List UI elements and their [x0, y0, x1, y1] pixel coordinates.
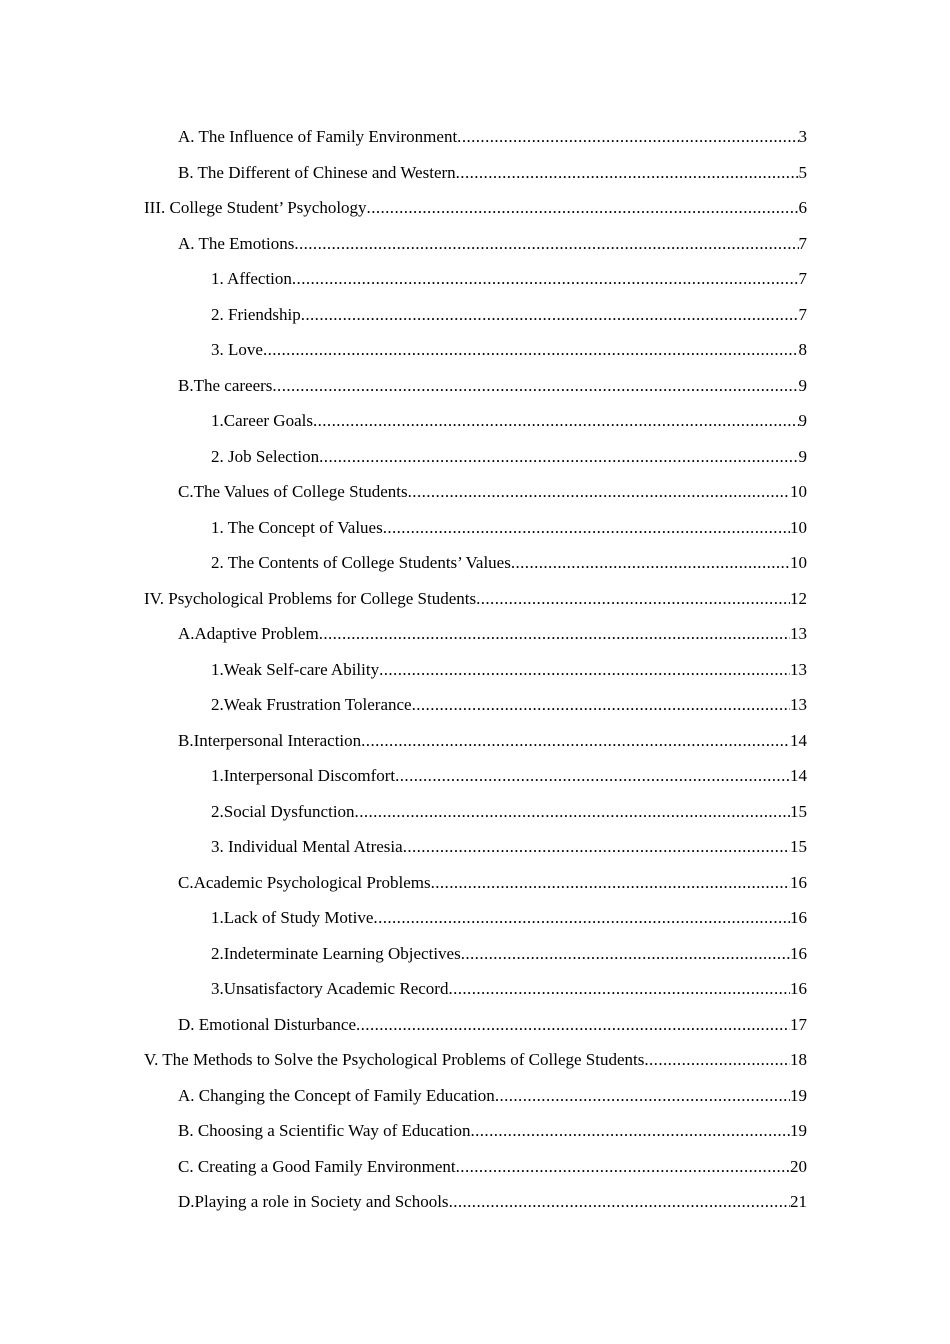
toc-dot-leader — [408, 474, 790, 510]
toc-page-number: 13 — [790, 652, 807, 688]
toc-dot-leader — [356, 1007, 790, 1043]
toc-dot-leader — [379, 652, 790, 688]
toc-entry[interactable] — [211, 900, 807, 936]
toc-page-number: 9 — [799, 439, 808, 475]
toc-entry-title: 1. The Concept of Values — [211, 510, 383, 546]
toc-page-number: 10 — [790, 474, 807, 510]
toc-entry-title: C.The Values of College Students — [178, 474, 408, 510]
toc-page-number: 3 — [799, 119, 808, 155]
toc-dot-leader — [292, 261, 799, 297]
toc-page-number: 16 — [790, 900, 807, 936]
toc-dot-leader — [383, 510, 790, 546]
toc-entry[interactable] — [211, 652, 807, 688]
toc-entry[interactable] — [211, 297, 807, 333]
toc-entry-title: B. The Different of Chinese and Western — [178, 155, 456, 191]
toc-page-number: 7 — [799, 261, 808, 297]
toc-entry[interactable] — [178, 226, 807, 262]
toc-page-number: 18 — [790, 1042, 807, 1078]
toc-page-number: 9 — [799, 403, 808, 439]
table-of-contents — [0, 119, 950, 1220]
toc-entry[interactable] — [211, 936, 807, 972]
toc-entry-title: D.Playing a role in Society and Schools — [178, 1184, 449, 1220]
toc-dot-leader — [272, 368, 798, 404]
toc-entry-title: V. The Methods to Solve the Psychological Problems of College Students — [144, 1042, 644, 1078]
toc-dot-leader — [461, 936, 790, 972]
toc-entry-title: A. The Influence of Family Environment — [178, 119, 457, 155]
toc-page-number: 7 — [799, 297, 808, 333]
toc-entry[interactable] — [144, 190, 807, 226]
toc-page-number: 15 — [790, 829, 807, 865]
toc-entry[interactable] — [211, 545, 807, 581]
toc-entry-title: A. The Emotions — [178, 226, 294, 262]
toc-entry-title: 2.Weak Frustration Tolerance — [211, 687, 412, 723]
toc-dot-leader — [319, 616, 790, 652]
toc-entry-title: 1.Weak Self-care Ability — [211, 652, 379, 688]
toc-entry[interactable] — [178, 865, 807, 901]
toc-page-number: 5 — [799, 155, 808, 191]
toc-dot-leader — [470, 1113, 790, 1149]
toc-entry[interactable] — [178, 1078, 807, 1114]
toc-entry[interactable] — [178, 1149, 807, 1185]
toc-entry[interactable] — [178, 1113, 807, 1149]
toc-dot-leader — [495, 1078, 790, 1114]
toc-entry-title: 1. Affection — [211, 261, 292, 297]
toc-entry[interactable] — [144, 581, 807, 617]
toc-entry[interactable] — [211, 332, 807, 368]
toc-dot-leader — [511, 545, 790, 581]
toc-entry-title: 2. Job Selection — [211, 439, 319, 475]
toc-page-number: 16 — [790, 936, 807, 972]
toc-entry[interactable] — [178, 368, 807, 404]
toc-page-number: 12 — [790, 581, 807, 617]
toc-entry-title: 1.Interpersonal Discomfort — [211, 758, 395, 794]
toc-dot-leader — [412, 687, 790, 723]
toc-entry-title: A. Changing the Concept of Family Education — [178, 1078, 495, 1114]
toc-entry-title: D. Emotional Disturbance — [178, 1007, 356, 1043]
toc-dot-leader — [361, 723, 790, 759]
toc-page-number: 7 — [799, 226, 808, 262]
toc-entry-title: III. College Student’ Psychology — [144, 190, 367, 226]
toc-page-number: 21 — [790, 1184, 807, 1220]
toc-dot-leader — [431, 865, 790, 901]
toc-entry[interactable] — [211, 758, 807, 794]
toc-entry-title: 2.Indeterminate Learning Objectives — [211, 936, 461, 972]
toc-dot-leader — [644, 1042, 790, 1078]
toc-entry[interactable] — [211, 687, 807, 723]
toc-dot-leader — [355, 794, 790, 830]
toc-page-number: 10 — [790, 510, 807, 546]
toc-entry[interactable] — [178, 616, 807, 652]
toc-entry[interactable] — [211, 403, 807, 439]
toc-entry-title: IV. Psychological Problems for College Students — [144, 581, 476, 617]
toc-page-number: 19 — [790, 1078, 807, 1114]
toc-dot-leader — [319, 439, 798, 475]
toc-entry-title: 3.Unsatisfactory Academic Record — [211, 971, 448, 1007]
toc-dot-leader — [263, 332, 799, 368]
toc-page-number: 16 — [790, 971, 807, 1007]
toc-dot-leader — [456, 1149, 790, 1185]
toc-page-number: 15 — [790, 794, 807, 830]
toc-dot-leader — [313, 403, 799, 439]
toc-entry-title: B. Choosing a Scientific Way of Education — [178, 1113, 470, 1149]
toc-entry-title: 1.Career Goals — [211, 403, 313, 439]
toc-page-number: 9 — [799, 368, 808, 404]
toc-entry-title: 2.Social Dysfunction — [211, 794, 355, 830]
toc-entry-title: 3. Individual Mental Atresia — [211, 829, 403, 865]
toc-page-number: 10 — [790, 545, 807, 581]
toc-dot-leader — [367, 190, 799, 226]
toc-entry-title: C. Creating a Good Family Environment — [178, 1149, 456, 1185]
toc-entry[interactable] — [144, 1042, 807, 1078]
toc-entry[interactable] — [211, 794, 807, 830]
toc-page-number: 13 — [790, 616, 807, 652]
toc-dot-leader — [395, 758, 790, 794]
toc-dot-leader — [448, 971, 790, 1007]
toc-entry[interactable] — [211, 510, 807, 546]
toc-entry[interactable] — [178, 155, 807, 191]
toc-page-number: 17 — [790, 1007, 807, 1043]
toc-dot-leader — [373, 900, 790, 936]
toc-entry[interactable] — [211, 261, 807, 297]
toc-page-number: 20 — [790, 1149, 807, 1185]
toc-dot-leader — [403, 829, 790, 865]
toc-entry[interactable] — [211, 439, 807, 475]
toc-entry-title: 2. Friendship — [211, 297, 301, 333]
toc-page-number: 14 — [790, 758, 807, 794]
toc-dot-leader — [449, 1184, 790, 1220]
toc-entry[interactable] — [178, 474, 807, 510]
toc-entry[interactable] — [178, 723, 807, 759]
toc-entry-title: 3. Love — [211, 332, 263, 368]
toc-dot-leader — [456, 155, 799, 191]
toc-entry-title: 2. The Contents of College Students’ Values — [211, 545, 511, 581]
toc-dot-leader — [301, 297, 799, 333]
toc-entry-title: B.The careers — [178, 368, 272, 404]
toc-page-number: 6 — [799, 190, 808, 226]
toc-entry[interactable] — [178, 1184, 807, 1220]
toc-dot-leader — [476, 581, 790, 617]
toc-entry[interactable] — [211, 971, 807, 1007]
toc-page-number: 16 — [790, 865, 807, 901]
toc-entry[interactable] — [178, 119, 807, 155]
toc-page-number: 19 — [790, 1113, 807, 1149]
toc-entry-title: B.Interpersonal Interaction — [178, 723, 361, 759]
toc-entry-title: A.Adaptive Problem — [178, 616, 319, 652]
toc-dot-leader — [457, 119, 798, 155]
toc-dot-leader — [294, 226, 798, 262]
toc-entry[interactable] — [178, 1007, 807, 1043]
toc-entry-title: 1.Lack of Study Motive — [211, 900, 373, 936]
toc-page-number: 8 — [799, 332, 808, 368]
toc-page-number: 14 — [790, 723, 807, 759]
toc-entry-title: C.Academic Psychological Problems — [178, 865, 431, 901]
toc-page-number: 13 — [790, 687, 807, 723]
toc-entry[interactable] — [211, 829, 807, 865]
